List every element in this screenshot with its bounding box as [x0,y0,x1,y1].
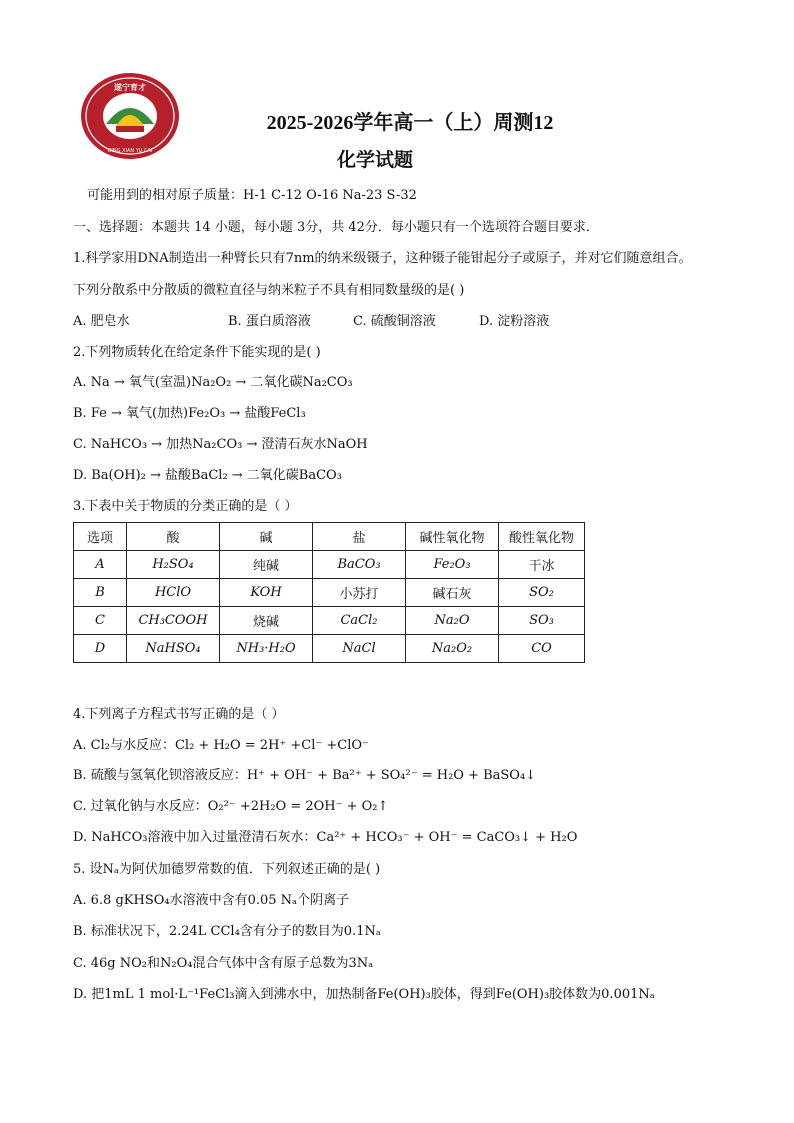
exam-subtitle: 化学试题 [336,149,413,171]
q5-option-c[interactable]: C. 46g NO₂和N₂O₄混合气体中含有原子总数为3Nₐ [73,956,374,971]
table-cell: NaCl [313,635,406,663]
q2-stem: 2.下列物质转化在给定条件下能实现的是( ) [73,345,321,360]
q1-option-c[interactable]: C. 硫酸铜溶液 [353,314,436,329]
q4-option-c[interactable]: C. 过氧化钠与水反应：O₂²⁻ +2H₂O = 2OH⁻ + O₂↑ [73,799,389,814]
row-label: C [74,607,127,635]
table-cell: Na₂O [406,607,499,635]
row-label: B [74,579,127,607]
q2-option-c[interactable]: C. NaHCO₃ → 加热Na₂CO₃ → 澄清石灰水NaOH [73,437,368,452]
q2-option-d[interactable]: D. Ba(OH)₂ → 盐酸BaCl₂ → 二氧化碳BaCO₃ [73,468,342,483]
table-row [74,635,585,663]
section-heading: 一、选择题：本题共 14 小题，每小题 3分，共 42分．每小题只有一个选项符合题目要求． [73,220,599,235]
q1-option-d[interactable]: D. 淀粉溶液 [479,314,550,329]
q1-stem-line1: 1.科学家用DNA制造出一种臂长只有7nm的纳米级镊子，这种镊子能钳起分子或原子，并对它们随意组合。 [73,251,692,266]
table-row [74,607,585,635]
relative-atomic-masses: 可能用到的相对原子质量：H-1 C-12 O-16 Na-23 S-32 [87,188,417,203]
header-acid: 酸 [127,523,220,551]
header-option: 选项 [74,523,127,551]
q1-stem-line2: 下列分散系中分散质的微粒直径与纳米粒子不具有相同数量级的是( ) [73,283,465,298]
q4-stem: 4.下列离子方程式书写正确的是（ ） [73,707,285,722]
header-basic-oxide: 碱性氧化物 [406,523,499,551]
q4-option-d[interactable]: D. NaHCO₃溶液中加入过量澄清石灰水：Ca²⁺ + HCO₃⁻ + OH⁻ = CaCO₃↓ + H₂O [73,830,578,845]
table-cell: SO₃ [499,607,585,635]
header-salt: 盐 [313,523,406,551]
table-cell: 干冰 [499,551,585,579]
q5-option-b[interactable]: B. 标准状况下，2.24L CCl₄含有分子的数目为0.1Nₐ [73,924,381,939]
table-cell: NH₃·H₂O [220,635,313,663]
school-logo [80,72,180,160]
exam-title: 2025-2026学年高一（上）周测12 [266,112,554,134]
table-cell: H₂SO₄ [127,551,220,579]
row-label: A [74,551,127,579]
classification-table [73,522,585,663]
table-cell: NaHSO₄ [127,635,220,663]
q1-options [73,313,549,331]
table-cell: 小苏打 [313,579,406,607]
table-row [74,551,585,579]
q5-option-a[interactable]: A. 6.8 gKHSO₄水溶液中含有0.05 Nₐ个阴离子 [73,893,350,908]
q5-option-d[interactable]: D. 把1mL 1 mol·L⁻¹FeCl₃滴入到沸水中，加热制备Fe(OH)₃胶体，得到Fe(OH)₃胶体数为0.001Nₐ [73,987,655,1002]
table-cell: HClO [127,579,220,607]
q3-stem: 3.下表中关于物质的分类正确的是（ ） [73,499,298,514]
q2-option-b[interactable]: B. Fe → 氧气(加热)Fe₂O₃ → 盐酸FeCl₃ [73,406,306,421]
q5-stem: 5. 设Nₐ为阿伏加德罗常数的值．下列叙述正确的是( ) [73,862,381,877]
header-acidic-oxide: 酸性氧化物 [499,523,585,551]
table-cell: 烧碱 [220,607,313,635]
table-cell: CaCl₂ [313,607,406,635]
table-cell: CH₃COOH [127,607,220,635]
q4-option-a[interactable]: A. Cl₂与水反应：Cl₂ + H₂O = 2H⁺ +Cl⁻ +ClO⁻ [73,738,369,753]
table-cell: 碱石灰 [406,579,499,607]
table-row [74,579,585,607]
svg-text:DING XIAN YU CAI: DING XIAN YU CAI [107,148,153,154]
header-base: 碱 [220,523,313,551]
table-cell: 纯碱 [220,551,313,579]
table-cell: KOH [220,579,313,607]
table-cell: Na₂O₂ [406,635,499,663]
q4-option-b[interactable]: B. 硫酸与氢氧化钡溶液反应：H⁺ + OH⁻ + Ba²⁺ + SO₄²⁻ = H₂O + BaSO₄↓ [73,768,537,783]
svg-text:遂宁育才: 遂宁育才 [114,83,146,92]
table-cell: CO [499,635,585,663]
q2-option-a[interactable]: A. Na → 氧气(室温)Na₂O₂ → 二氧化碳Na₂CO₃ [73,375,353,390]
table-cell: BaCO₃ [313,551,406,579]
table-cell: SO₂ [499,579,585,607]
table-header-row [74,523,585,551]
row-label: D [74,635,127,663]
q1-option-a[interactable]: A. 肥皂水 [73,314,130,329]
table-cell: Fe₂O₃ [406,551,499,579]
q1-option-b[interactable]: B. 蛋白质溶液 [228,314,311,329]
